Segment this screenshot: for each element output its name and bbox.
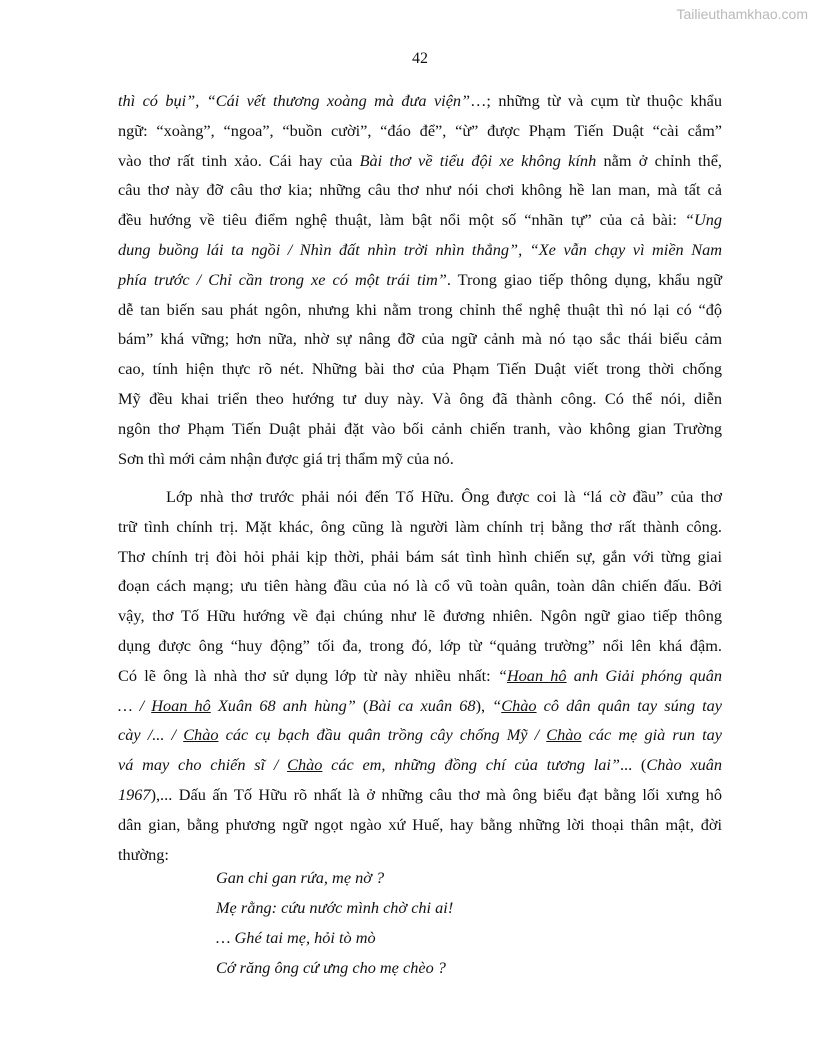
- poem-line: Cớ răng ông cứ ưng cho mẹ chèo ?: [216, 958, 446, 977]
- text-run: …; những từ và cụm từ thuộc khẩu: [470, 91, 722, 110]
- text-line: [118, 542, 722, 572]
- text-run: ),... Dấu ấn Tố Hữu rõ nhất là ở những câu thơ mà ông biểu đạt bằng lối xưng hô: [150, 784, 722, 804]
- watermark: Tailieuthamkhao.com: [676, 6, 808, 22]
- text-run: Có lẽ ông là nhà thơ sử dụng lớp từ này nhiều nhất:: [118, 665, 498, 685]
- italic-text: thì có bụi”, “Cái vết thương xoàng mà đưa viện”: [118, 91, 471, 110]
- text-line: [118, 324, 722, 354]
- text-run: vậy, thơ Tố Hữu hướng về đại chúng như lẽ đương nhiên. Ngôn ngữ giao tiếp thông: [118, 606, 722, 626]
- text-line: [118, 265, 722, 295]
- underlined-quote: Chào: [183, 725, 219, 745]
- text-line: [118, 116, 722, 146]
- italic-text: các mẹ già run tay: [581, 725, 723, 745]
- poem-line: Mẹ rằng: cứu nước mình chờ chi ai!: [216, 898, 454, 917]
- poem-line: Gan chi gan rứa, mẹ nờ ?: [216, 868, 385, 887]
- italic-text: 1967: [118, 784, 151, 804]
- italic-text: anh Giải phóng quân: [566, 665, 722, 685]
- text-run: Thơ chính trị đòi hỏi phải kịp thời, phải bám sát tình hình chiến sự, gắn với từng giai: [118, 546, 722, 566]
- text-run: ),: [475, 695, 493, 715]
- text-run: Sơn thì mới cảm nhận được giá trị thẩm mỹ của nó.: [118, 448, 454, 468]
- italic-text: vá may cho chiến sĩ /: [118, 755, 288, 775]
- page-number: 42: [412, 50, 428, 67]
- text-run: (: [355, 695, 369, 715]
- text-line: [118, 571, 722, 601]
- italic-text: Bài thơ về tiểu đội xe không kính: [359, 150, 597, 170]
- text-line: [118, 750, 722, 780]
- italic-text: “: [497, 665, 507, 685]
- paragraph-2: [118, 482, 722, 869]
- text-line: [118, 384, 722, 414]
- poem-excerpt: [216, 863, 453, 983]
- text-line: [118, 444, 722, 474]
- italic-text: “Ung: [684, 210, 722, 230]
- text-run: dụng được ông “huy động” tối đa, trong đó, lớp từ “quảng trường” nổi lên khá đậm.: [118, 635, 722, 655]
- text-run: . Trong giao tiếp thông dụng, khẩu ngữ: [446, 269, 722, 289]
- text-line: [118, 414, 722, 444]
- text-line: [118, 482, 722, 512]
- text-line: [118, 295, 722, 325]
- text-line: [118, 512, 722, 542]
- text-run: ngôn thơ Phạm Tiến Duật phải đặt vào bối cảnh chiến tranh, vào không gian Trường: [118, 418, 722, 438]
- italic-text: Bài ca xuân 68: [368, 695, 476, 715]
- text-line: [118, 810, 722, 840]
- text-run: dễ tan biến sau phát ngôn, nhưng khi nằm trong chỉnh thể nghệ thuật thì nó lại có “độ: [118, 299, 722, 319]
- text-line: [118, 205, 722, 235]
- italic-text: … /: [118, 695, 152, 715]
- text-run: thường:: [118, 844, 169, 864]
- underlined-quote: Hoan hô: [151, 695, 211, 715]
- text-line: [118, 661, 722, 691]
- text-run: nằm ở chỉnh thể,: [596, 150, 722, 170]
- underlined-quote: Chào: [501, 695, 537, 715]
- text-run: vào thơ rất tinh xảo. Cái hay của: [118, 150, 360, 170]
- poem-line: … Ghé tai mẹ, hỏi tò mò: [216, 928, 376, 947]
- text-run: dân gian, bằng phương ngữ ngọt ngào xứ Huế, hay bằng những lời thoại thân mật, đời: [118, 814, 722, 834]
- text-run: trữ tình chính trị. Mặt khác, ông cũng là người làm chính trị bằng thơ rất thành công.: [118, 516, 722, 536]
- italic-text: các cụ bạch đầu quân trồng cây chống Mỹ /: [218, 725, 547, 745]
- underlined-quote: Chào: [287, 755, 323, 775]
- text-run: Mỹ đều khai triển theo hướng tư duy này. Và ông đã thành công. Có thể nói, diễn: [118, 388, 722, 408]
- text-run: Lớp nhà thơ trước phải nói đến Tố Hữu. Ông được coi là “lá cờ đầu” của thơ: [166, 487, 722, 506]
- text-run: ngữ: “xoàng”, “ngoa”, “buồn cười”, “đáo để”, “ừ” được Phạm Tiến Duật “cài cắm”: [118, 120, 722, 140]
- italic-text: dung buồng lái ta ngồi / Nhìn đất nhìn trời nhìn thẳng”, “Xe vẫn chạy vì miền Nam: [118, 239, 722, 259]
- text-line: [118, 86, 722, 116]
- text-line: [118, 235, 722, 265]
- text-run: đều hướng về tiêu điểm nghệ thuật, làm bật nổi một số “nhãn tự” của cả bài:: [118, 210, 685, 230]
- italic-text: các em, những đồng chí của tương lai”: [322, 755, 620, 775]
- text-line: [118, 601, 722, 631]
- text-line: [118, 146, 722, 176]
- text-line: [118, 720, 722, 750]
- text-line: [118, 780, 722, 810]
- paragraph-1: [118, 86, 722, 473]
- italic-text: Chào xuân: [646, 755, 723, 775]
- text-line: [118, 354, 722, 384]
- text-run: cao, tính hiện thực rõ nét. Những bài thơ của Phạm Tiến Duật viết trong thời chống: [118, 359, 722, 379]
- italic-text: “: [492, 695, 502, 715]
- text-line: [118, 631, 722, 661]
- text-line: [118, 175, 722, 205]
- underlined-quote: Chào: [546, 725, 582, 745]
- text-run: bám” khá vững; hơn nữa, nhờ sự nâng đỡ của ngữ cảnh mà nó tạo sắc thái biểu cảm: [118, 329, 722, 349]
- italic-text: phía trước / Chỉ cần trong xe có một trái tim”: [118, 269, 447, 289]
- text-run: đoạn cách mạng; ưu tiên hàng đầu của nó là cổ vũ toàn quân, toàn dân chiến đấu. Bởi: [118, 576, 722, 596]
- text-line: [118, 691, 722, 721]
- italic-text: cày /... /: [118, 725, 184, 745]
- text-run: ... (: [619, 755, 647, 775]
- underlined-quote: Hoan hô: [506, 665, 567, 685]
- italic-text: cô dân quân tay súng tay: [536, 695, 722, 715]
- italic-text: Xuân 68 anh hùng”: [210, 695, 356, 715]
- text-run: câu thơ này đỡ câu thơ kia; những câu thơ như nói chơi không hề lan man, mà tất cả: [118, 180, 722, 200]
